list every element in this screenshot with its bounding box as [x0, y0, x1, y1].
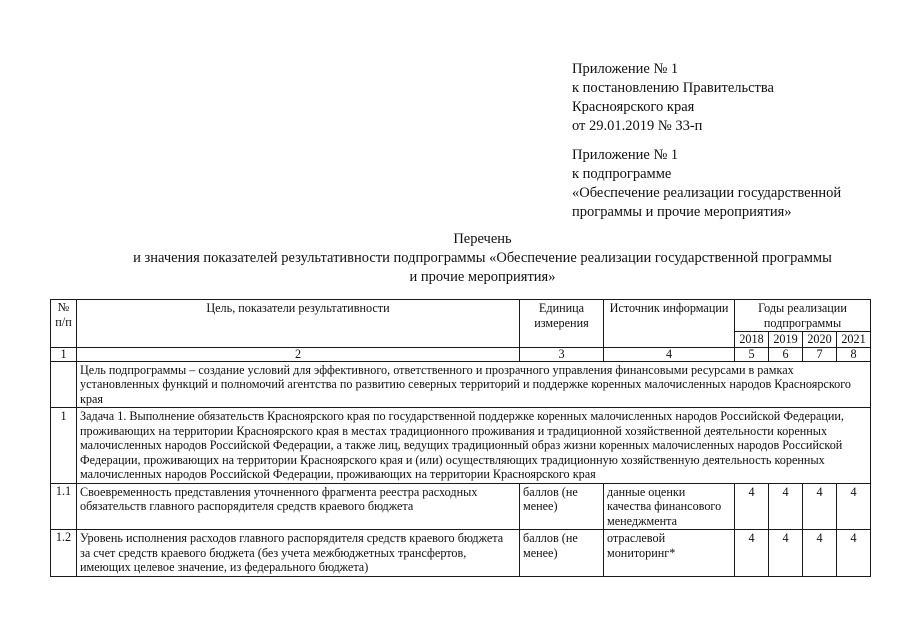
- appendix-subprogram: [572, 146, 841, 222]
- column-number: 8: [837, 347, 871, 361]
- column-numbers-row: [51, 347, 871, 361]
- appendix-line: «Обеспечение реализации государственной: [572, 185, 842, 201]
- table-row: [51, 530, 871, 577]
- row-indicator: Своевременность представления уточненного фрагмента реестра расходных обязательств главного распорядителя средств краевого бюджета: [77, 483, 520, 530]
- title-line: и значения показателей результативности подпрограммы «Обеспечение реализации государственной программы: [133, 250, 832, 266]
- header-years-group: Годы реализации подпрограммы: [735, 300, 871, 332]
- column-number: 7: [803, 347, 837, 361]
- row-indicator: Уровень исполнения расходов главного распорядителя средств краевого бюджета за счет средств краевого бюджета (без учета межбюджетных трансфертов, имеющих целевое значение, из федерального бюджета): [77, 530, 520, 577]
- column-number: 6: [769, 347, 803, 361]
- row-source: отраслевой мониторинг*: [604, 530, 735, 577]
- appendix-line: от 29.01.2019 № 33-п: [572, 118, 703, 134]
- header-source: Источник информации: [604, 300, 735, 348]
- header-goal: Цель, показатели результативности: [77, 300, 520, 348]
- header-year: 2021: [837, 332, 871, 348]
- row-value-2021: 4: [837, 483, 871, 530]
- goal-num-cell: [51, 361, 77, 408]
- appendix-government-decree: [572, 60, 774, 136]
- column-number: 3: [520, 347, 604, 361]
- row-value-2019: 4: [769, 483, 803, 530]
- row-value-2018: 4: [735, 530, 769, 577]
- row-source: данные оценки качества финансового менеджмента: [604, 483, 735, 530]
- column-number: 4: [604, 347, 735, 361]
- goal-text: Цель подпрограммы – создание условий для эффективного, ответственного и прозрачного управления финансовыми ресурсами в рамках установленных функций и полномочий агентства по развитию северных территорий и поддержке коренных малочисленных народов Красноярского края: [77, 361, 871, 408]
- goal-row: [51, 361, 871, 408]
- document-title: [0, 230, 905, 287]
- task-num: 1: [51, 408, 77, 484]
- appendix-line: к подпрограмме: [572, 166, 672, 182]
- column-number: 5: [735, 347, 769, 361]
- task-row: [51, 408, 871, 484]
- appendix-line: Приложение № 1: [572, 61, 679, 77]
- column-number: 1: [51, 347, 77, 361]
- indicators-table: [50, 299, 871, 577]
- row-unit: баллов (не менее): [520, 530, 604, 577]
- task-text: Задача 1. Выполнение обязательств Красноярского края по государственной поддержке коренных малочисленных народов Российской Федерации, проживающих на территории Красноярского края в местах традиционного проживания и традиционной хозяйственной деятельности коренных малочисленных народов Российской Федерации, а также лиц, ведущих традиционный образ жизни коренных малочисленных народов Российской Федерации, проживающих на территории Красноярского края и (или) осуществляющих традиционную хозяйственную деятельность коренных малочисленных народов Российской Федерации, проживающих на территории Красноярского края: [77, 408, 871, 484]
- row-num: 1.2: [51, 530, 77, 577]
- header-year: 2018: [735, 332, 769, 348]
- title-line: Перечень: [453, 231, 512, 247]
- row-unit: баллов (не менее): [520, 483, 604, 530]
- appendix-line: программы и прочие мероприятия»: [572, 204, 792, 220]
- row-value-2019: 4: [769, 530, 803, 577]
- row-value-2021: 4: [837, 530, 871, 577]
- header-year: 2020: [803, 332, 837, 348]
- header-year: 2019: [769, 332, 803, 348]
- row-value-2018: 4: [735, 483, 769, 530]
- appendix-line: к постановлению Правительства: [572, 80, 774, 96]
- header-row: [51, 300, 871, 332]
- row-value-2020: 4: [803, 530, 837, 577]
- row-value-2020: 4: [803, 483, 837, 530]
- appendix-line: Приложение № 1: [572, 147, 679, 163]
- header-num: № п/п: [51, 300, 77, 348]
- header-unit: Единица измерения: [520, 300, 604, 348]
- table-row: [51, 483, 871, 530]
- column-number: 2: [77, 347, 520, 361]
- appendix-line: Красноярского края: [572, 99, 695, 115]
- title-line: и прочие мероприятия»: [409, 269, 556, 285]
- row-num: 1.1: [51, 483, 77, 530]
